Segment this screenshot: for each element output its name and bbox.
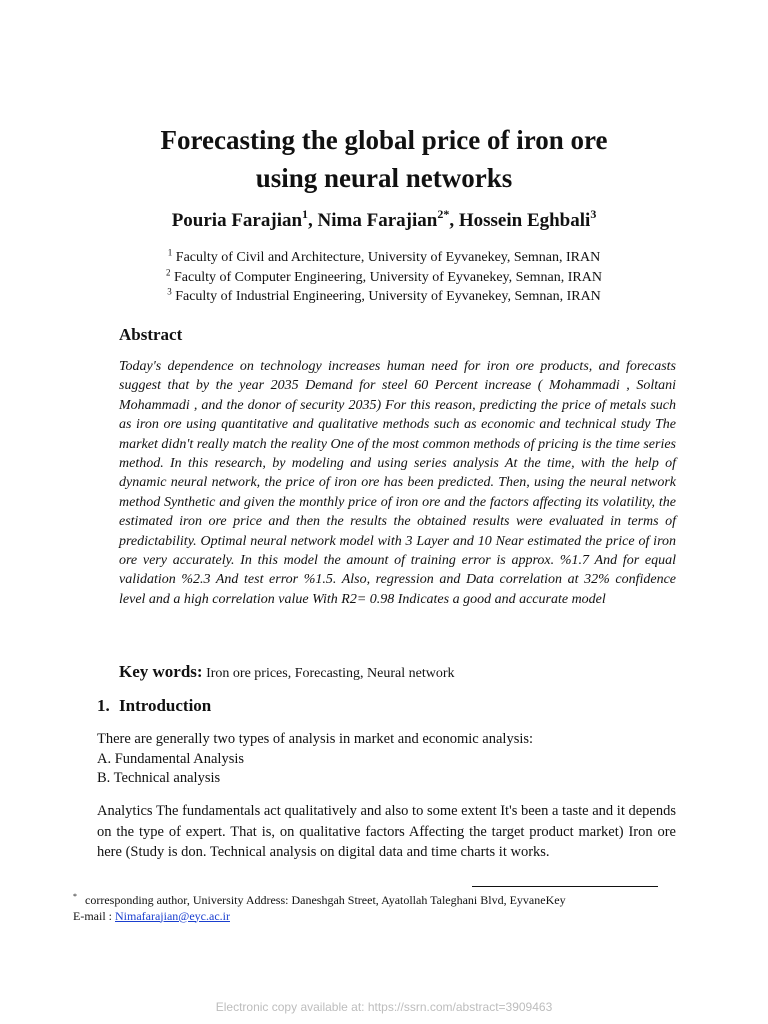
author-affiliation-marker: 2* <box>437 206 450 221</box>
intro-list-item: A. Fundamental Analysis <box>97 750 245 767</box>
author-separator: , <box>449 210 459 231</box>
author-name: Nima Farajian <box>317 210 438 231</box>
author-name: Pouria Farajian <box>171 210 303 231</box>
abstract-heading: Abstract <box>119 325 183 344</box>
affiliation-line <box>0 248 768 268</box>
footnote-email-line <box>73 909 566 925</box>
ssrn-footer: Electronic copy available at: https://ssrn.com/abstract=3909463 <box>215 1000 553 1014</box>
intro-line: There are generally two types of analysis in market and economic analysis: <box>97 731 534 747</box>
paper-title-line-2: using neural networks <box>255 163 513 193</box>
keywords-line <box>119 660 455 686</box>
affiliation-text: Faculty of Computer Engineering, University of Eyvanekey, Semnan, IRAN <box>174 269 602 285</box>
paper-title-line-1: Forecasting the global price of iron ore <box>160 125 608 155</box>
section-heading-introduction <box>97 694 211 718</box>
author-separator: , <box>308 210 318 231</box>
author-name: Hossein Eghbali <box>458 210 591 231</box>
affiliation-list <box>0 248 768 307</box>
affiliation-line <box>0 268 768 288</box>
footnote-marker: * <box>73 892 77 901</box>
footnote-divider <box>472 886 658 887</box>
abstract-text: Today's dependence on technology increases human need for iron ore products, and forecasts suggest that by the year 2035 Demand for steel 60 Percent increase ( Mohammadi , Soltani Mohammadi , and the donor of security 2035) For this reason, predicting the price of metals such as iron ore using quantitative and qualitative methods such as economic and technical study The market didn't really match the reality One of the most common methods of pricing is the time series method. In this research, by modeling and using series analysis At the time, with the help of dynamic neural network, the price of iron ore has been predicted. Then, using the neural network method Synthetic and given the monthly price of iron ore and the factors affecting its volatility, the estimated iron ore price and then the results the obtained results were evaluated in terms of predictability. Optimal neural network model with 3 Layer and 10 Near estimated the price of iron ore very accurately. In this model the amount of training error is approx. %1.7 And for equal validation %2.3 And test error %1.5. Also, regression and Data correlation at 32% confidence level and a high correlation value With R2= 0.98 Indicates a good and accurate model <box>119 359 676 607</box>
paper-title <box>0 121 768 197</box>
affiliation-text: Faculty of Industrial Engineering, University of Eyvanekey, Semnan, IRAN <box>175 289 601 304</box>
email-link[interactable]: Nimafarajian@eyc.ac.ir <box>115 908 230 923</box>
author-affiliation-marker: 1 <box>302 206 309 221</box>
affiliation-line <box>0 287 768 307</box>
intro-paragraph: Analytics The fundamentals act qualitatively and also to some extent It's been a taste and it depends on the type of expert. That is, on qualitative factors Affecting the target product market) Iron ore here (Study is don. Technical analysis on digital data and time charts it works. <box>97 803 676 860</box>
affiliation-text: Faculty of Civil and Architecture, University of Eyvanekey, Semnan, IRAN <box>175 250 601 265</box>
author-list <box>0 208 768 234</box>
affiliation-marker: 1 <box>167 247 173 258</box>
section-number: 1. <box>97 696 110 715</box>
footnote <box>73 893 566 924</box>
keywords-text: Iron ore prices, Forecasting, Neural network <box>206 666 455 681</box>
email-label: E-mail : <box>73 908 115 923</box>
intro-list-item: B. Technical analysis <box>97 770 221 786</box>
section-title: Introduction <box>119 696 212 715</box>
affiliation-marker: 3 <box>167 286 172 297</box>
affiliation-marker: 2 <box>166 266 171 277</box>
keywords-label: Key words: <box>119 662 203 681</box>
footnote-text: corresponding author, University Address: Daneshgah Street, Ayatollah Taleghani Blvd, EyvaneKey <box>85 893 566 907</box>
footnote-line <box>73 893 566 909</box>
author-affiliation-marker: 3 <box>590 206 597 221</box>
intro-list <box>97 730 533 789</box>
